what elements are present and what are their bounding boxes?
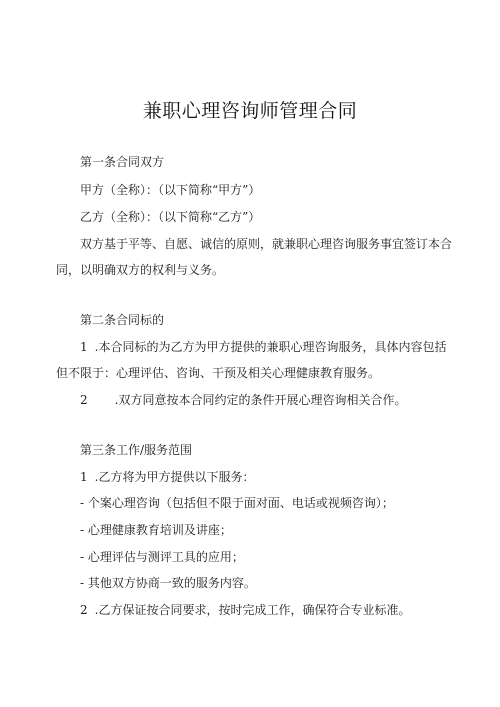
section3-item1-text: .乙方将为甲方提供以下服务：	[94, 470, 255, 484]
section2-item2-text: .双方同意按本合同约定的条件开展心理咨询相关合作。	[114, 393, 407, 407]
document-title: 兼职心理咨询师管理合同	[142, 100, 358, 122]
section3-item1	[80, 469, 254, 485]
section3-bullet-1: - 个案心理咨询（包括但不限于面对面、电话或视频咨询）；	[80, 496, 394, 510]
section3-heading: 第三条工作/服务范围	[80, 443, 193, 457]
section3-item2-number: 2	[80, 603, 88, 617]
party-a-line: 甲方（全称）：（以下简称“甲方”）	[80, 183, 261, 197]
section2-item1-text: .本合同标的为乙方为甲方提供的兼职心理咨询服务，具体内容包括	[94, 340, 447, 354]
section3-bullet-3: - 心理评估与测评工具的应用；	[80, 550, 244, 564]
section2-item2	[80, 392, 406, 408]
section2-heading: 第二条合同标的	[80, 313, 165, 327]
section1-heading: 第一条合同双方	[80, 155, 165, 169]
section1-paragraph-line1: 双方基于平等、自愿、诚信的原则，就兼职心理咨询服务事宜签订本合	[80, 237, 453, 251]
section3-bullet-4: - 其他双方协商一致的服务内容。	[80, 576, 256, 590]
section2-item1-line2: 但不限于：心理评估、咨询、干预及相关心理健康教育服务。	[56, 366, 381, 380]
section3-bullet-2: - 心理健康教育培训及讲座；	[80, 523, 232, 537]
section3-item2-text: .乙方保证按合同要求，按时完成工作，确保符合专业标准。	[94, 603, 411, 617]
section2-item1-line1	[80, 339, 446, 355]
section1-paragraph-line2: 同，以明确双方的权利与义务。	[56, 263, 225, 277]
party-b-line: 乙方（全称）：（以下简称“乙方”）	[80, 210, 261, 224]
section3-item1-number: 1	[80, 470, 88, 484]
section3-item2	[80, 602, 410, 618]
section2-item2-number: 2	[80, 393, 88, 407]
section2-item1-number: 1	[80, 340, 88, 354]
